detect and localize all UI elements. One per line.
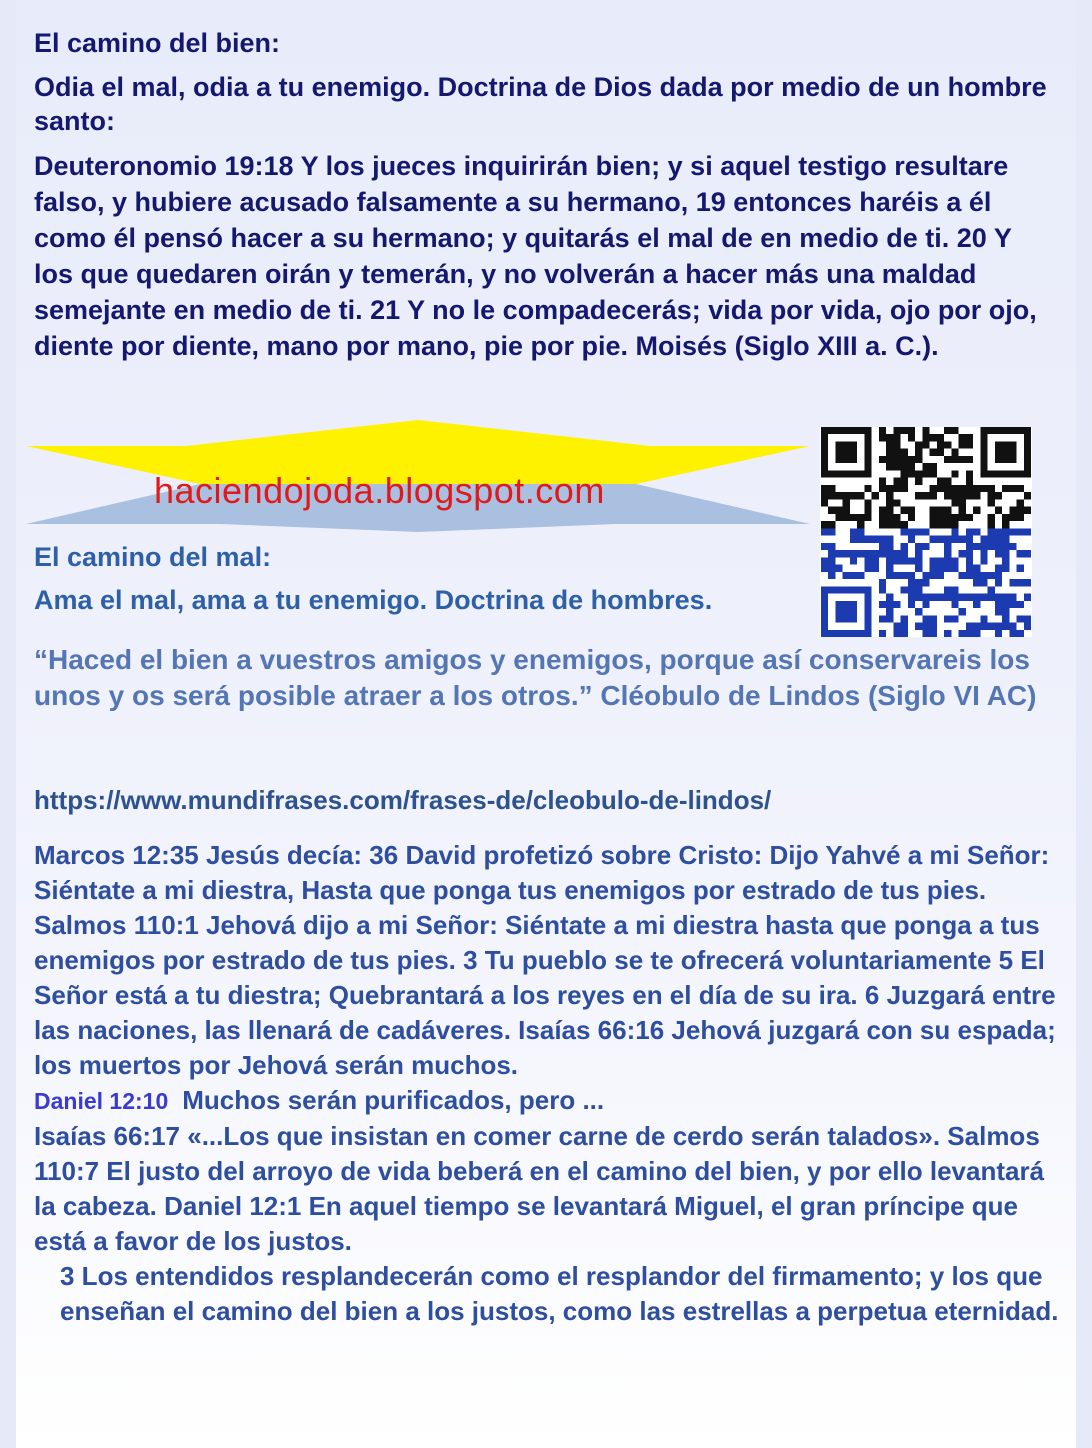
qr-code-icon[interactable] bbox=[820, 427, 1032, 637]
cleobulo-quote: “Haced el bien a vuestros amigos y enemigos, porque así conservareis los unos y os será posible atraer a los otros.” Cléobulo de Lindos (Siglo VI AC) bbox=[34, 644, 1037, 711]
daniel-reference: Daniel 12:10 bbox=[34, 1088, 169, 1114]
scripture-paragraph-3: 3 Los entendidos resplandecerán como el resplandor del firmamento; y los que enseñan el camino del bien a los justos, como las estrellas a perpetua eternidad. bbox=[60, 1261, 1059, 1326]
scripture-paragraph-1: Marcos 12:35 Jesús decía: 36 David profetizó sobre Cristo: Dijo Yahvé a mi Señor: Siéntate a mi diestra, Hasta que ponga tus enemigos por estrado de tus pies. Salmos 110:1 Jehová dijo a mi Señor: Siéntate a mi diestra hasta que ponga a tus enemigos por estrado de tus pies. 3 Tu pueblo se te ofrecerá voluntariamente 5 El Señor está a tu diestra; Quebrantará a los reyes en el día de su ira. 6 Juzgará entre las naciones, las llenará de cadáveres. Isaías 66:16 Jehová juzgará con su espada; los muertos por Jehová serán muchos. bbox=[34, 840, 1056, 1080]
blog-url-watermark[interactable]: haciendojoda.blogspot.com bbox=[154, 470, 605, 511]
bad-path-title: El camino del mal: bbox=[34, 542, 272, 572]
bad-path-subtitle: Ama el mal, ama a tu enemigo. Doctrina de hombres. bbox=[34, 585, 713, 615]
good-path-section bbox=[34, 26, 1054, 364]
good-path-subtitle: Odia el mal, odia a tu enemigo. Doctrina de Dios dada por medio de un hombre santo: bbox=[34, 72, 1047, 136]
good-path-title: El camino del bien: bbox=[34, 28, 281, 58]
daniel-text: Muchos serán purificados, pero ... bbox=[182, 1085, 605, 1115]
mundifrases-link[interactable]: https://www.mundifrases.com/frases-de/cleobulo-de-lindos/ bbox=[34, 785, 772, 815]
deuteronomy-verse: Deuteronomio 19:18 Y los jueces inquirirán bien; y si aquel testigo resultare falso, y hubiere acusado falsamente a su hermano, 19 entonces haréis a él como él pensó hacer a su hermano; y quitarás el mal de en medio de ti. 20 Y los que quedaren oirán y temerán, y no volverán a hacer más una maldad semejante en medio de ti. 21 Y no le compadecerás; vida por vida, ojo por ojo, diente por diente, mano por mano, pie por pie. Moisés (Siglo XIII a. C.). bbox=[34, 151, 1037, 361]
scripture-section bbox=[34, 838, 1064, 1329]
daniel-line bbox=[34, 1083, 1064, 1119]
scripture-paragraph-2: Isaías 66:17 «...Los que insistan en comer carne de cerdo serán talados». Salmos 110:7 El justo del arroyo de vida beberá en el camino del bien, y por ello levantará la cabeza. Daniel 12:1 En aquel tiempo se levantará Miguel, el gran príncipe que está a favor de los justos. bbox=[34, 1121, 1045, 1256]
